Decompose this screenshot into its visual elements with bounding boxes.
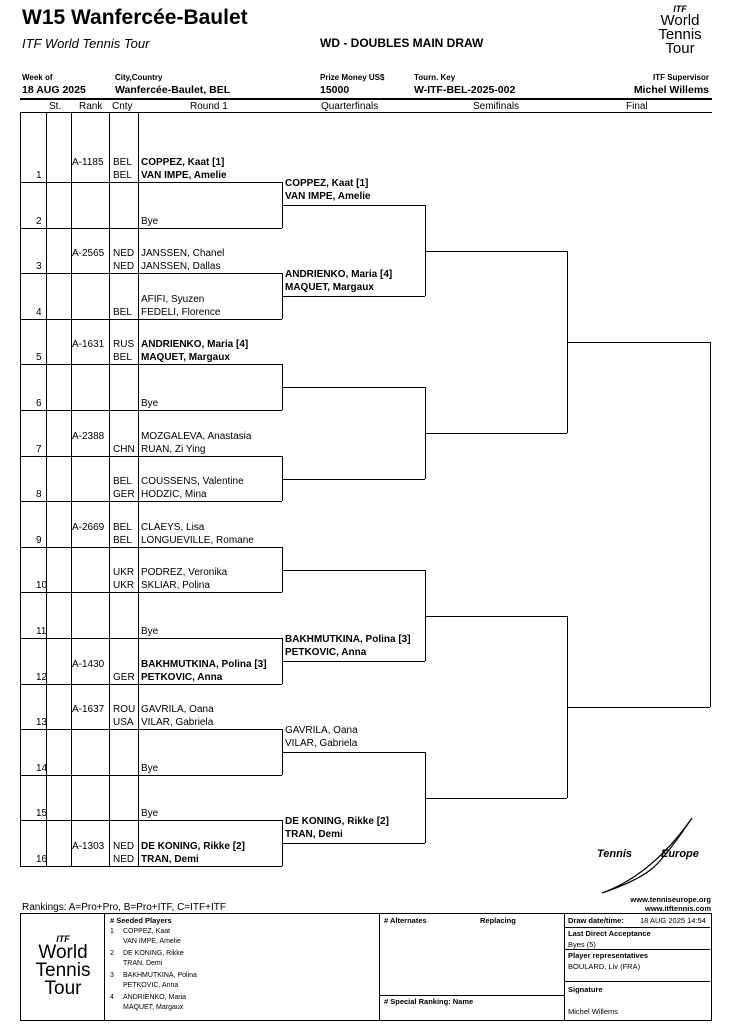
seed-line-number: 1 — [36, 170, 42, 181]
col-rank: Rank — [79, 101, 103, 112]
seed-player-name: BAKHMUTKINA, Polina — [123, 972, 197, 979]
qf-player-name[interactable]: GAVRILA, Oana — [285, 725, 358, 736]
row-line — [20, 547, 282, 548]
col-qf: Quarterfinals — [321, 101, 379, 112]
qf-line — [282, 479, 425, 480]
qf-line — [282, 661, 425, 662]
footer-divider — [104, 913, 105, 1020]
itf-logo-line2: Tennis — [658, 26, 702, 43]
supervisor-label: ITF Supervisor — [652, 73, 709, 82]
country-code: UKR — [113, 567, 135, 578]
tennis-europe-url[interactable]: www.tenniseurope.org — [630, 895, 711, 904]
footer-divider — [564, 981, 710, 982]
player-name[interactable]: RUAN, Zi Ying — [141, 444, 206, 455]
player-name[interactable]: SKLIAR, Polina — [141, 580, 210, 591]
country-code: NED — [113, 854, 135, 865]
header-rule — [20, 98, 712, 100]
rank-value: A-2565 — [72, 248, 105, 259]
seed-line-number: 12 — [36, 672, 48, 683]
key-label: Tourn. Key — [414, 73, 456, 82]
player-name[interactable]: CLAEYS, Lisa — [141, 522, 205, 533]
col-round1: Round 1 — [190, 101, 228, 112]
row-line — [20, 364, 282, 365]
signature-label: Signature — [568, 985, 603, 994]
city-value: Wanfercée-Baulet, BEL — [115, 84, 231, 96]
seed-line-number: 16 — [36, 854, 48, 865]
footer-divider — [564, 949, 710, 950]
row-line — [20, 319, 282, 320]
country-code: BEL — [113, 352, 132, 363]
column-divider — [138, 113, 139, 866]
qf-line — [282, 843, 425, 844]
row-line — [20, 684, 282, 685]
qf-player-name[interactable]: PETKOVIC, Anna — [285, 647, 367, 658]
col-st: St. — [49, 101, 62, 112]
player-name[interactable]: Bye — [141, 808, 159, 819]
prize-label: Prize Money US$ — [320, 73, 385, 82]
final-line — [567, 707, 710, 708]
seed-line-number: 2 — [36, 216, 42, 227]
sf-line — [425, 433, 567, 434]
player-name[interactable]: MAQUET, Margaux — [141, 352, 230, 363]
player-name[interactable]: HODZIC, Mina — [141, 489, 207, 500]
col-sf: Semifinals — [473, 101, 520, 112]
footer-itf-logo-line2: Tennis — [35, 960, 91, 981]
row-line — [20, 182, 282, 183]
footer-itf-logo-line1: World — [38, 942, 88, 963]
reps-value: BOULARD, Liv (FRA) — [568, 962, 641, 971]
player-name[interactable]: JANSSEN, Chanel — [141, 248, 225, 259]
country-code: NED — [113, 261, 135, 272]
country-code: NED — [113, 841, 135, 852]
seed-player-name: PETKOVIC, Anna — [123, 982, 179, 989]
column-header-rule — [20, 112, 712, 113]
seed-line-number: 5 — [36, 352, 42, 363]
tournament-title: W15 Wanfercée-Baulet — [22, 6, 248, 29]
footer-divider — [564, 913, 565, 1020]
player-name[interactable]: LONGUEVILLE, Romane — [141, 535, 254, 546]
country-code: GER — [113, 672, 135, 683]
column-divider — [109, 113, 110, 866]
player-name[interactable]: Bye — [141, 216, 159, 227]
qf-player-name[interactable]: ANDRIENKO, Maria [4] — [285, 269, 393, 280]
footer-divider — [379, 913, 380, 1020]
player-name[interactable]: Bye — [141, 626, 159, 637]
seed-number: 4 — [110, 994, 114, 1001]
player-name[interactable]: COUSSENS, Valentine — [141, 476, 244, 487]
seed-player-name: COPPEZ, Kaat — [123, 928, 171, 935]
tennis-europe-word2: Europe — [661, 848, 699, 860]
qf-player-name[interactable]: VILAR, Gabriela — [285, 738, 358, 749]
row-line — [20, 866, 282, 867]
lda-value: Byes (5) — [568, 940, 596, 949]
reps-label: Player representatives — [568, 951, 649, 960]
country-code: BEL — [113, 170, 132, 181]
qf-line — [282, 205, 425, 206]
sf-line — [425, 616, 567, 617]
footer-itf-logo-line3: Tour — [44, 978, 82, 999]
seed-line-number: 13 — [36, 717, 48, 728]
qf-player-name[interactable]: COPPEZ, Kaat [1] — [285, 178, 369, 189]
signature-value: Michel Willems — [568, 1007, 619, 1016]
draw-date-value: 18 AUG 2025 14:54 — [640, 916, 706, 925]
itf-logo — [645, 4, 715, 56]
player-name[interactable]: Bye — [141, 763, 159, 774]
qf-line — [282, 387, 425, 388]
footer-itf-logo-small: ITF — [56, 934, 70, 944]
country-code: USA — [113, 717, 134, 728]
country-code: NED — [113, 248, 135, 259]
seed-line-number: 9 — [36, 535, 42, 546]
player-name[interactable]: PETKOVIC, Anna — [141, 672, 223, 683]
seed-line-number: 11 — [36, 626, 47, 637]
qf-player-name[interactable]: BAKHMUTKINA, Polina [3] — [285, 634, 411, 645]
seed-line-number: 4 — [36, 307, 42, 318]
player-name[interactable]: FEDELI, Florence — [141, 307, 221, 318]
week-of-label: Week of — [22, 73, 53, 82]
row-line — [20, 273, 282, 274]
rank-value: A-2388 — [72, 431, 105, 442]
country-code: GER — [113, 489, 135, 500]
draw-date-label: Draw date/time: — [568, 916, 624, 925]
rankings-note: Rankings: A=Pro+Pro, B=Pro+ITF, C=ITF+ITF — [22, 902, 226, 913]
col-cnty: Cnty — [112, 101, 133, 112]
seed-line-number: 10 — [36, 580, 48, 591]
qf-player-name[interactable]: VAN IMPE, Amelie — [285, 191, 371, 202]
seed-line-number: 3 — [36, 261, 42, 272]
qf-line — [282, 296, 425, 297]
country-code: RUS — [113, 339, 135, 350]
player-name[interactable]: PODREZ, Veronika — [141, 567, 228, 578]
prize-value: 15000 — [320, 84, 350, 96]
rank-value: A-1637 — [72, 704, 105, 715]
rank-value: A-1303 — [72, 841, 105, 852]
tennis-europe-logo — [592, 815, 717, 895]
player-name[interactable]: AFIFI, Syuzen — [141, 294, 205, 305]
player-name[interactable]: TRAN, Demi — [141, 854, 199, 865]
country-code: CHN — [113, 444, 135, 455]
lda-label: Last Direct Acceptance — [568, 929, 651, 938]
qf-line — [282, 752, 425, 753]
seeded-header: # Seeded Players — [110, 916, 172, 925]
seed-player-name: TRAN, Demi — [123, 960, 163, 967]
qf-line — [282, 570, 425, 571]
seed-number: 3 — [110, 972, 114, 979]
seed-line-number: 8 — [36, 489, 42, 500]
itf-logo-line3: Tour — [665, 40, 695, 57]
row-line — [20, 820, 282, 821]
row-line — [20, 501, 282, 502]
seed-line-number: 6 — [36, 398, 42, 409]
rank-value: A-1430 — [72, 659, 105, 670]
seed-line-number: 7 — [36, 444, 42, 455]
alternates-header: # Alternates — [384, 916, 427, 925]
seed-player-name: DE KONING, Rikke — [123, 950, 184, 957]
country-code: BEL — [113, 307, 132, 318]
footer-divider — [379, 995, 564, 996]
seed-line-number: 15 — [36, 808, 48, 819]
key-value: W-ITF-BEL-2025-002 — [414, 84, 516, 96]
special-ranking-header: # Special Ranking: Name — [384, 997, 474, 1006]
replacing-header: Replacing — [480, 916, 516, 925]
week-of-value: 18 AUG 2025 — [22, 84, 86, 96]
sf-line — [425, 251, 567, 252]
draw-name: WD - DOUBLES MAIN DRAW — [320, 36, 484, 50]
final-line — [567, 342, 710, 343]
bracket-connector — [710, 342, 711, 707]
player-name[interactable]: JANSSEN, Dallas — [141, 261, 221, 272]
rank-value: A-2669 — [72, 522, 105, 533]
row-line — [20, 410, 282, 411]
player-name[interactable]: BAKHMUTKINA, Polina [3] — [141, 659, 267, 670]
qf-player-name[interactable]: DE KONING, Rikke [2] — [285, 816, 389, 827]
city-label: City,Country — [115, 73, 163, 82]
footer-itf-logo — [26, 934, 100, 998]
country-code: UKR — [113, 580, 135, 591]
row-line — [20, 729, 282, 730]
row-line — [20, 228, 282, 229]
row-line — [20, 456, 282, 457]
column-divider — [71, 113, 72, 866]
tennis-europe-word1: Tennis — [597, 848, 633, 860]
player-name[interactable]: ANDRIENKO, Maria [4] — [141, 339, 249, 350]
player-name[interactable]: VAN IMPE, Amelie — [141, 170, 227, 181]
seed-number: 1 — [110, 928, 114, 935]
row-line — [20, 592, 282, 593]
row-line — [20, 638, 282, 639]
col-final: Final — [626, 101, 648, 112]
tour-subtitle: ITF World Tennis Tour — [22, 36, 150, 51]
seed-line-number: 14 — [36, 763, 48, 774]
seed-number: 2 — [110, 950, 114, 957]
qf-player-name[interactable]: MAQUET, Margaux — [285, 282, 374, 293]
seed-player-name: ANDRIENKO, Maria — [123, 994, 187, 1001]
seed-player-name: VAN IMPE, Amelie — [123, 938, 181, 945]
player-name[interactable]: GAVRILA, Oana — [141, 704, 214, 715]
country-code: BEL — [113, 157, 132, 168]
country-code: BEL — [113, 476, 132, 487]
seed-player-name: MAQUET, Margaux — [123, 1004, 184, 1011]
supervisor-value: Michel Willems — [633, 84, 709, 96]
footer-divider — [564, 927, 710, 928]
player-name[interactable]: VILAR, Gabriela — [141, 717, 214, 728]
itf-logo-small: ITF — [673, 4, 687, 14]
itf-url[interactable]: www.itftennis.com — [645, 904, 711, 913]
rank-value: A-1185 — [72, 157, 104, 168]
player-name[interactable]: DE KONING, Rikke [2] — [141, 841, 245, 852]
row-line — [20, 775, 282, 776]
column-divider — [20, 113, 21, 866]
rank-value: A-1631 — [72, 339, 105, 350]
country-code: BEL — [113, 535, 132, 546]
country-code: BEL — [113, 522, 132, 533]
country-code: ROU — [113, 704, 136, 715]
qf-player-name[interactable]: TRAN, Demi — [285, 829, 343, 840]
sf-line — [425, 798, 567, 799]
column-divider — [46, 113, 47, 866]
player-name[interactable]: COPPEZ, Kaat [1] — [141, 157, 225, 168]
player-name[interactable]: MOZGALEVA, Anastasia — [141, 431, 252, 442]
itf-logo-line1: World — [660, 12, 700, 29]
player-name[interactable]: Bye — [141, 398, 159, 409]
